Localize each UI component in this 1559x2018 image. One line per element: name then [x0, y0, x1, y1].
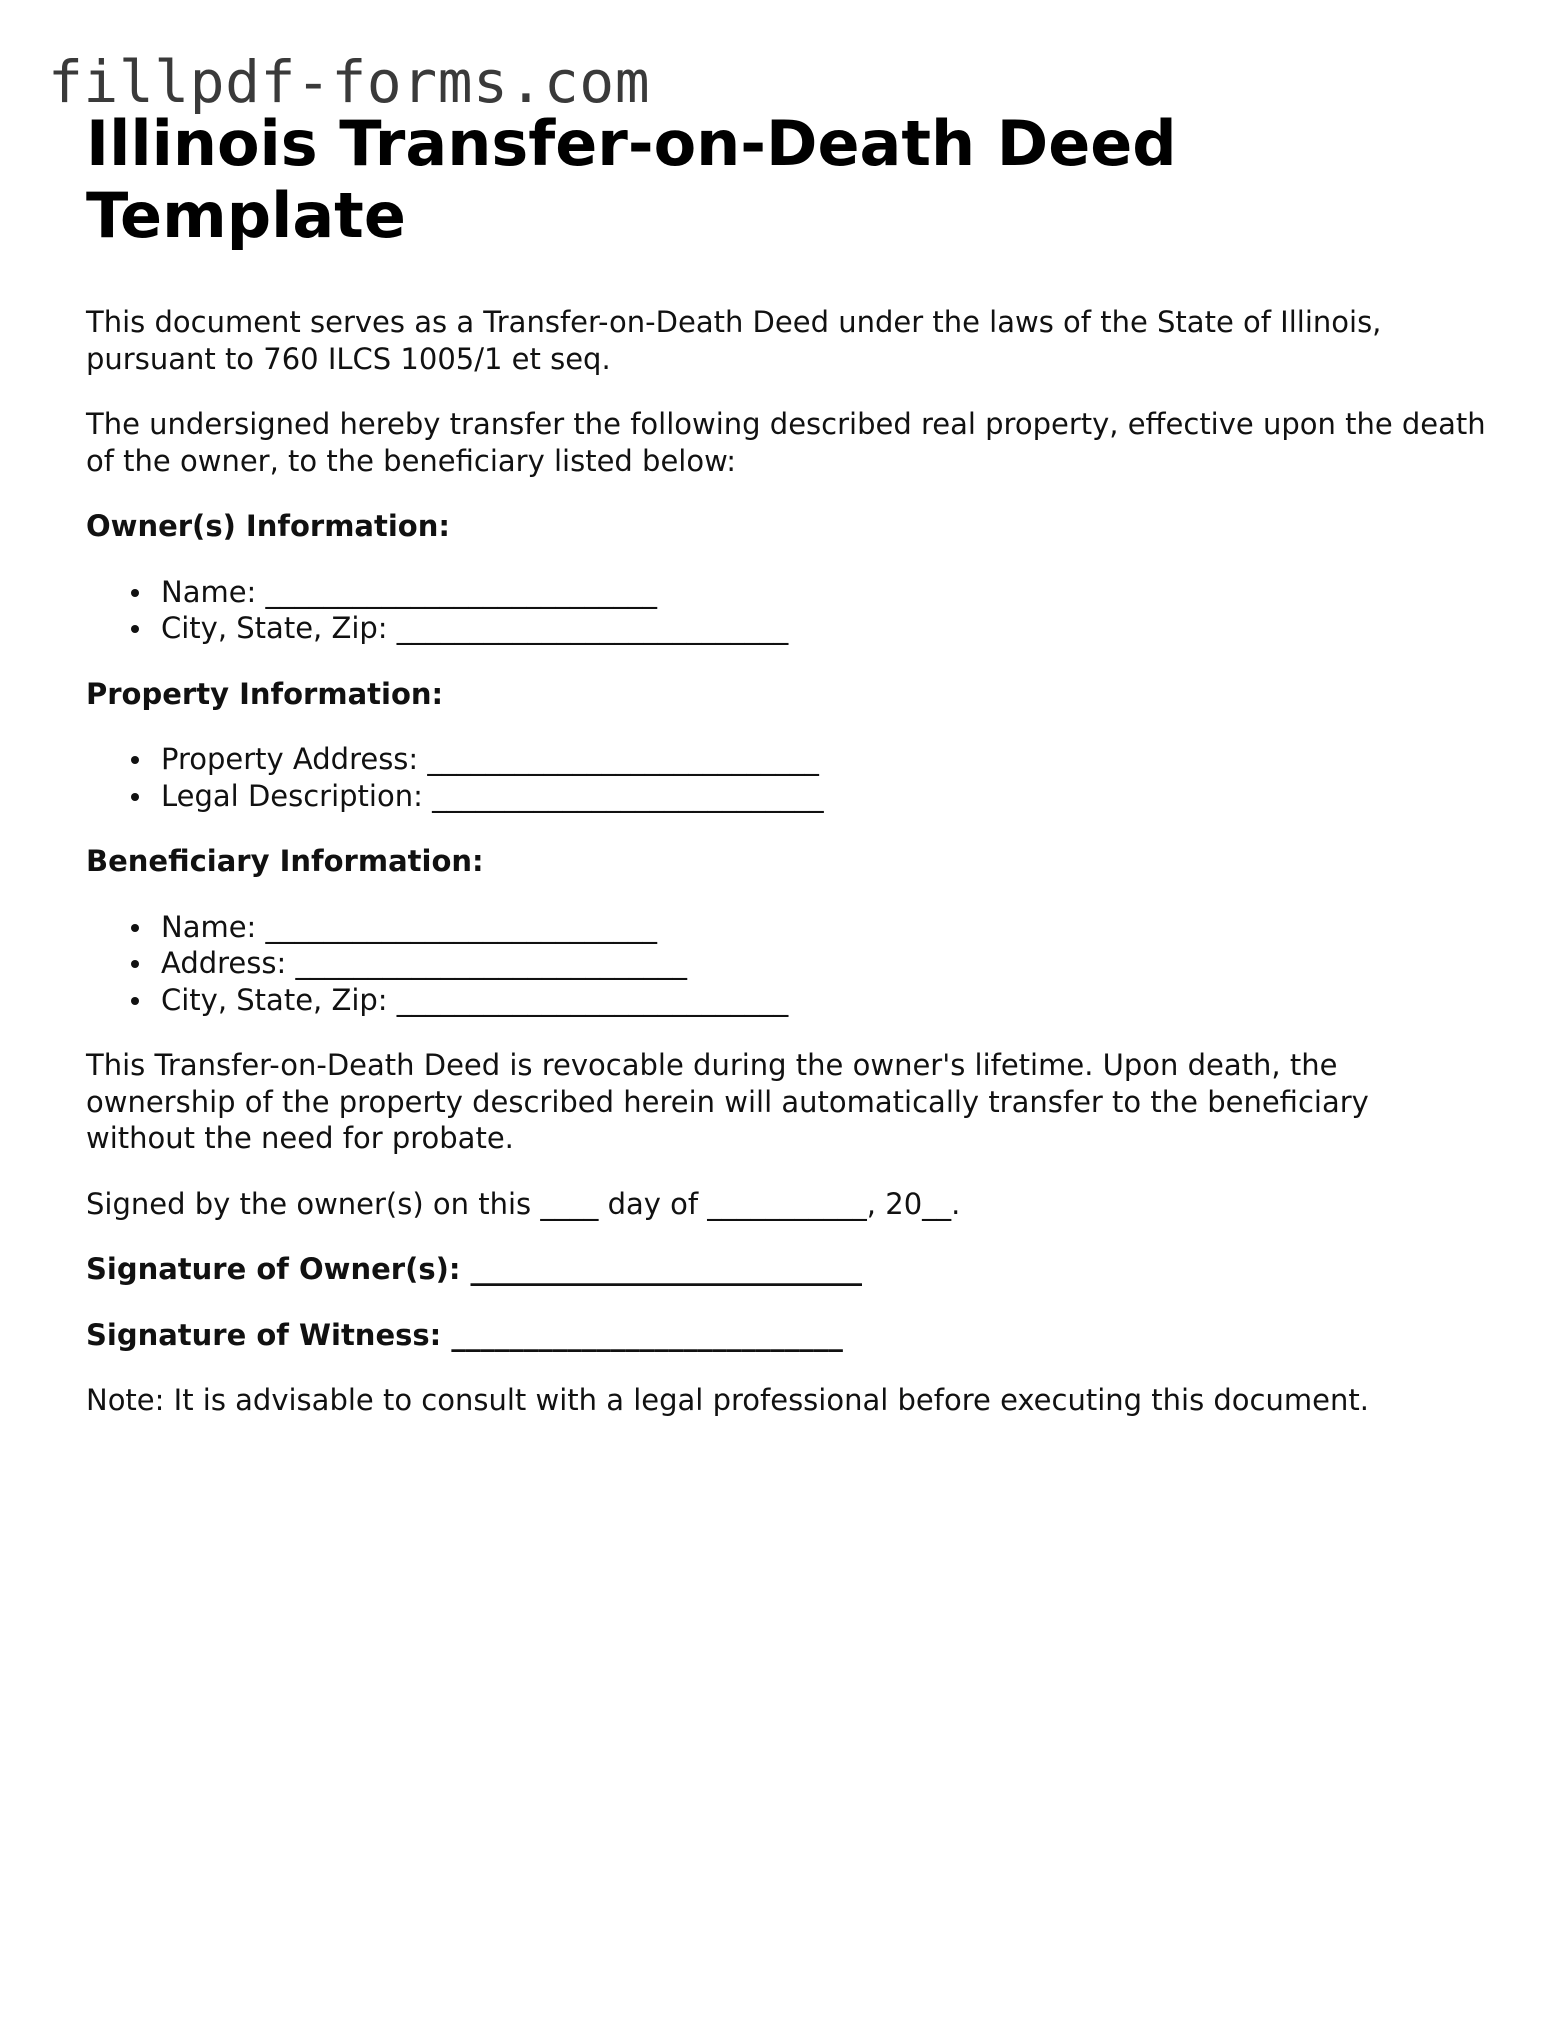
owner-field-list — [86, 574, 1486, 647]
transfer-statement: The undersigned hereby transfer the following described real property, effective upon the death of the owner, to the beneficiary listed below: — [86, 407, 1486, 478]
beneficiary-city-state-zip-field[interactable]: City, State, Zip: ___________________________ — [161, 982, 1486, 1019]
legal-note: Note: It is advisable to consult with a legal professional before executing this document. — [86, 1383, 1369, 1417]
property-address-field[interactable]: Property Address: ___________________________ — [161, 741, 1486, 778]
intro-paragraph: This document serves as a Transfer-on-Death Deed under the laws of the State of Illinois, pursuant to 760 ILCS 1005/1 et seq. — [86, 305, 1382, 376]
document-page — [86, 108, 1486, 1419]
watermark: fillpdf-forms.com — [48, 48, 651, 116]
signed-date-line[interactable]: Signed by the owner(s) on this ____ day of ___________, 20__. — [86, 1186, 961, 1221]
owner-name-field[interactable]: Name: ___________________________ — [161, 574, 1486, 611]
title-line-2: Template — [86, 179, 406, 252]
beneficiary-address-field[interactable]: Address: ___________________________ — [161, 945, 1486, 982]
owner-signature-line[interactable]: Signature of Owner(s): ___________________________ — [86, 1252, 863, 1286]
title-line-1: Illinois Transfer-on-Death Deed — [86, 107, 1177, 180]
owner-city-state-zip-field[interactable]: City, State, Zip: ___________________________ — [161, 610, 1486, 647]
beneficiary-name-field[interactable]: Name: ___________________________ — [161, 909, 1486, 946]
legal-description-field[interactable]: Legal Description: ___________________________ — [161, 778, 1486, 815]
beneficiary-field-list — [86, 909, 1486, 1019]
property-field-list — [86, 741, 1486, 814]
page-title — [86, 108, 1486, 252]
witness-signature-line[interactable]: Signature of Witness: ___________________________ — [86, 1317, 843, 1352]
property-section-heading: Property Information: — [86, 676, 444, 711]
revocable-statement: This Transfer-on-Death Deed is revocable during the owner's lifetime. Upon death, the ownership of the property described herein will automatically transfer to the beneficiary without the need for probate. — [86, 1048, 1369, 1155]
owner-section-heading: Owner(s) Information: — [86, 509, 450, 543]
beneficiary-section-heading: Beneficiary Information: — [86, 844, 484, 878]
